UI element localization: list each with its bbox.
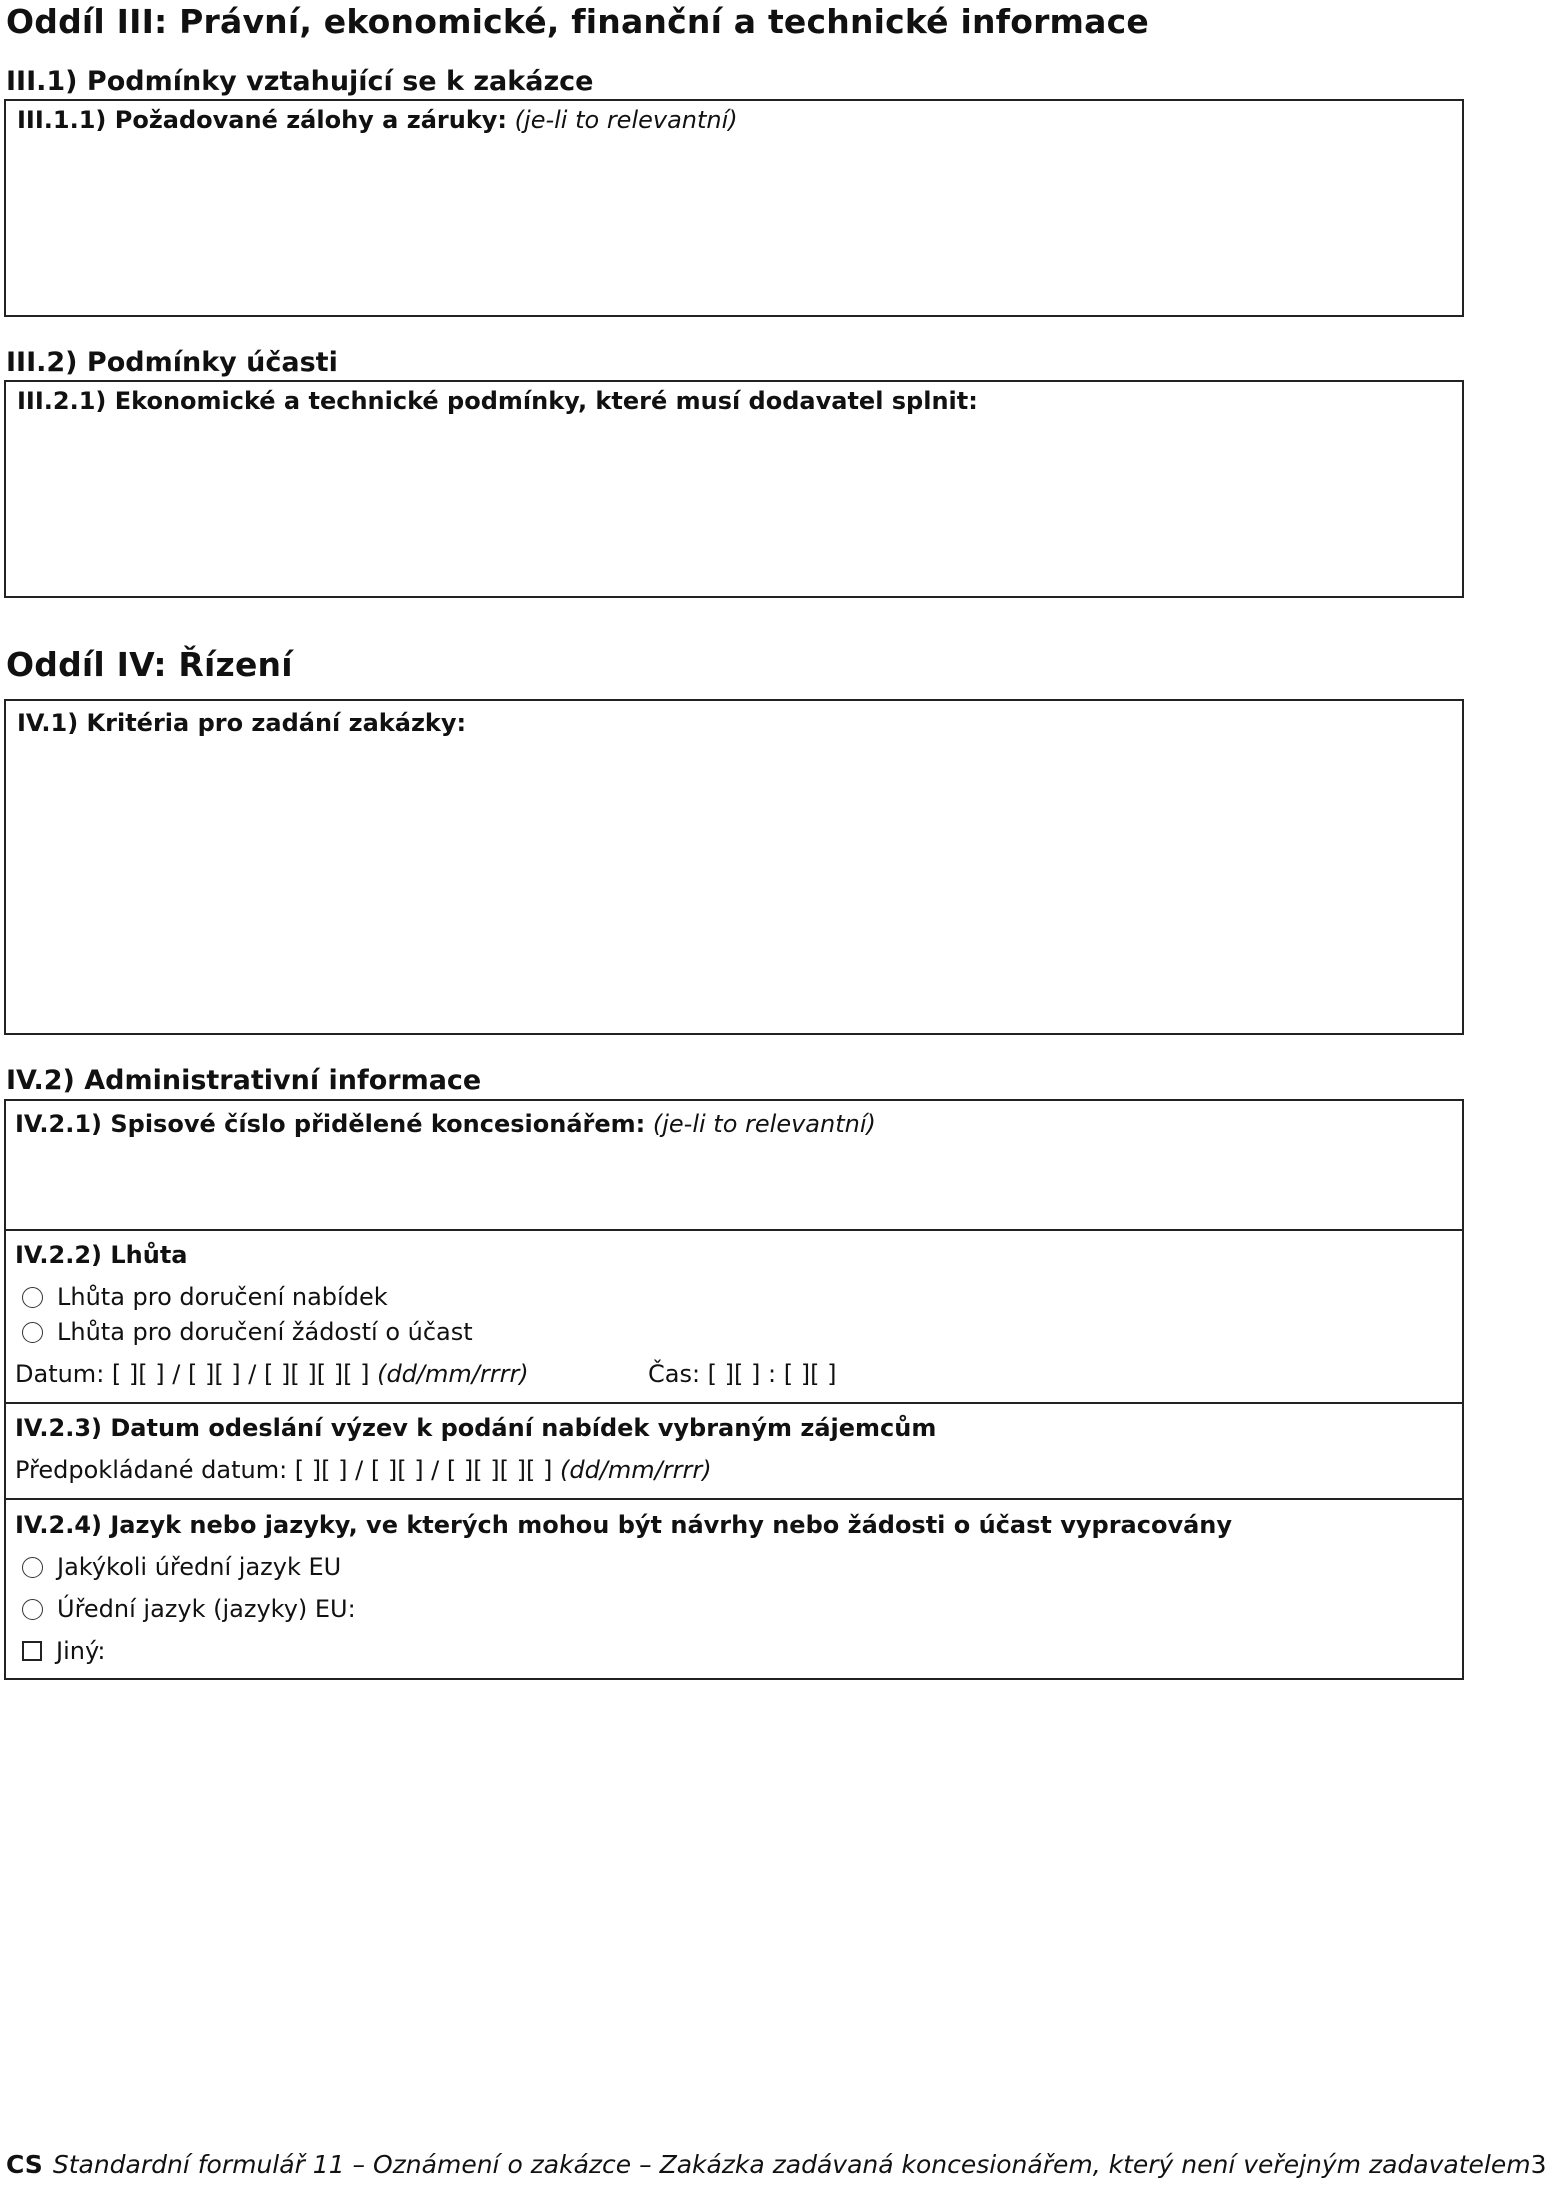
option-deadline-tenders[interactable] [22,1283,388,1311]
option-label: Lhůta pro doručení nabídek [57,1283,388,1311]
section-3-2-heading: III.2) Podmínky účasti [6,347,338,378]
checkbox[interactable] [22,1641,42,1661]
field-4-1-label [17,709,466,737]
deadline-time-field[interactable] [648,1360,836,1388]
page-number: 3 [1530,2150,1547,2179]
date-format: (dd/mm/rrrr) [559,1456,712,1484]
field-4-2-4-label [15,1511,1232,1539]
footer-text: Standardní formulář 11 – Oznámení o zakázce – Zakázka zadávaná koncesionářem, který není veřejným zadavatelem [52,2150,1531,2179]
divider [4,1402,1464,1404]
invitation-date-field[interactable] [15,1456,712,1484]
field-4-1-label-text: IV.1) Kritéria pro zadání zakázky: [17,709,467,737]
field-4-2-2-label [15,1241,188,1269]
admin-info-box [4,1099,1464,1680]
option-official-eu-language[interactable] [22,1595,356,1623]
section-4-2-heading: IV.2) Administrativní informace [6,1065,482,1096]
field-4-2-2-label-text: IV.2.2) Lhůta [15,1241,188,1269]
field-4-2-3-label [15,1414,936,1442]
option-label: Jiný: [56,1637,106,1665]
field-4-2-4-label-text: IV.2.4) Jazyk nebo jazyky, ve kterých mohou být návrhy nebo žádosti o účast vypracovány [15,1511,1233,1539]
radio-button[interactable] [22,1599,43,1620]
option-label: Jakýkoli úřední jazyk EU [57,1553,342,1581]
radio-button[interactable] [22,1322,43,1343]
field-4-2-1-note: (je-li to relevantní) [652,1110,876,1138]
field-3-2-1-label-text: III.2.1) Ekonomické a technické podmínky, které musí dodavatel splnit: [17,387,978,415]
page-footer [6,2150,1547,2179]
section-4-title: Oddíl IV: Řízení [6,645,293,684]
field-3-1-1-box[interactable] [4,99,1464,317]
field-3-1-1-label-text: III.1.1) Požadované zálohy a záruky: [17,106,508,134]
footer-lang: CS [6,2150,43,2179]
field-4-2-1-label [15,1110,876,1138]
field-4-2-1-label-text: IV.2.1) Spisové číslo přidělené koncesionářem: [15,1110,646,1138]
field-3-2-1-box[interactable] [4,380,1464,598]
deadline-date-field[interactable] [15,1360,529,1388]
field-3-2-1-label [17,387,978,415]
option-any-eu-language[interactable] [22,1553,341,1581]
date-format: (dd/mm/rrrr) [377,1360,529,1388]
time-label: Čas: [ ][ ] : [ ][ ] [648,1360,837,1388]
option-deadline-requests[interactable] [22,1318,473,1346]
option-label: Úřední jazyk (jazyky) EU: [57,1595,356,1623]
date-label: Předpokládané datum: [ ][ ] / [ ][ ] / [ ][ ][ ][ ] [15,1456,553,1484]
footer-text-wrap [6,2150,1531,2179]
date-label: Datum: [ ][ ] / [ ][ ] / [ ][ ][ ][ ] [15,1360,370,1388]
radio-button[interactable] [22,1287,43,1308]
field-3-1-1-label [17,106,738,134]
option-label: Lhůta pro doručení žádostí o účast [57,1318,473,1346]
field-3-1-1-note: (je-li to relevantní) [514,106,738,134]
divider [4,1498,1464,1500]
field-4-1-box[interactable] [4,699,1464,1035]
field-4-2-3-label-text: IV.2.3) Datum odeslání výzev k podání nabídek vybraným zájemcům [15,1414,937,1442]
section-3-1-heading: III.1) Podmínky vztahující se k zakázce [6,66,594,97]
section-3-title: Oddíl III: Právní, ekonomické, finanční a technické informace [6,2,1149,41]
option-other-language[interactable] [22,1637,106,1665]
radio-button[interactable] [22,1557,43,1578]
divider [4,1229,1464,1231]
